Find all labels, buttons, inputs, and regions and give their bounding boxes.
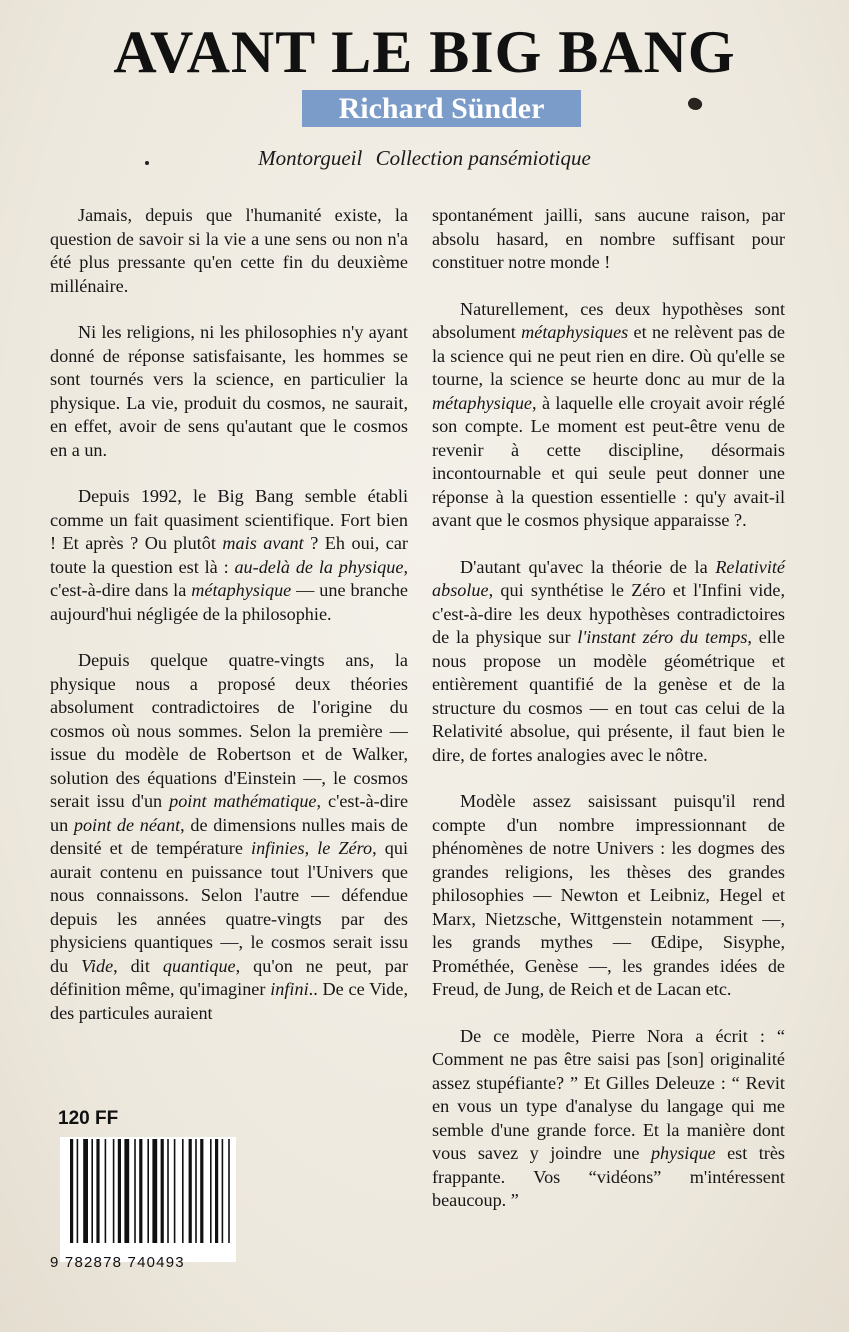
- barcode-bar: [152, 1139, 157, 1243]
- blurb-paragraph: [50, 649, 408, 1025]
- blurb-right-column: [432, 204, 785, 1236]
- barcode-bars: [70, 1139, 236, 1243]
- text-run: , dit: [113, 955, 163, 976]
- text-run: , de dimensions nulles mais de densité et de température: [50, 814, 409, 858]
- italic-run: physique: [650, 1143, 716, 1163]
- text-run: est très frappante. Vos “vidéons” m'intéressent beaucoup. ”: [432, 1143, 786, 1210]
- italic-run: mais avant: [222, 533, 304, 553]
- barcode-bar: [200, 1139, 203, 1243]
- barcode-bar: [96, 1139, 99, 1243]
- blurb-paragraph: [50, 485, 408, 626]
- blurb-paragraph: [50, 321, 408, 462]
- text-run: , c'est-à-dire un: [50, 791, 409, 835]
- barcode-bar: [91, 1139, 93, 1243]
- text-run: , qui synthétise le Zéro et l'Infini vide, c'est-à-dire les deux hypothèses contradictoires de la physique sur: [432, 580, 785, 647]
- barcode-bar: [118, 1139, 121, 1243]
- barcode: [60, 1137, 236, 1262]
- barcode-bar: [124, 1139, 129, 1243]
- italic-run: métaphysiques: [521, 322, 629, 342]
- text-run: Modèle assez saisissant puisqu'il rend compte d'un nombre impressionnant de phénomènes de notre Univers : les dogmes des grandes religions, les thèses des grandes philosophies — Newton et Leibniz, Hegel et Marx, Nietzsche, Wittgenstein notamment —, les grands mythes — Œdipe, Sisyphe, Prométhée, Genèse —, les grandes idées de Freud, de Jung, de Reich et de Lacan etc.: [432, 791, 785, 999]
- italic-run: infini: [270, 979, 309, 999]
- collection-name: Collection pansémiotique: [375, 146, 591, 170]
- italic-run: Vide: [81, 955, 114, 976]
- barcode-bar: [77, 1139, 79, 1243]
- publisher-name: Montorgueil: [258, 146, 363, 170]
- text-run: , c'est-à-dire dans la: [50, 556, 408, 600]
- italic-run: quantique: [162, 955, 236, 976]
- barcode-bar: [228, 1139, 230, 1243]
- italic-run: point de néant: [73, 814, 181, 835]
- italic-run: métaphysique: [432, 392, 533, 413]
- text-run: , elle nous propose un modèle géométrique et entièrement quantifié de la genèse et de la structure du cosmos — en tout cas celui de la Relativité absolue, qui présente, il faut bien le dire, de fortes analogies avec le nôtre.: [432, 627, 785, 765]
- isbn-number: 9 782878 740493: [50, 1254, 185, 1271]
- barcode-bar: [139, 1139, 142, 1243]
- barcode-bar: [210, 1139, 212, 1243]
- text-run: Ni les religions, ni les philosophies n'y ayant donné de réponse satisfaisante, les hommes se sont tournés vers la science, en particulier la physique. La vie, produit du cosmos, ne saurait, en effet, avoir de sens qu'autant que le cosmos en a un.: [50, 322, 408, 460]
- italic-run: infinies: [251, 838, 305, 858]
- barcode-bar: [105, 1139, 107, 1243]
- text-run: , qui aurait contenu en puissance tout l'Univers que nous connaissons. Selon l'autre — défendue depuis les années quatre-vingts par des physiciens quantiques —, le cosmos serait issu du: [50, 838, 409, 976]
- blurb-left-column: [50, 204, 408, 1048]
- text-run: Naturellement, ces deux hypothèses sont absolument: [432, 298, 785, 342]
- author-name: Richard Sünder: [302, 90, 581, 127]
- italic-run: métaphysique: [191, 580, 292, 600]
- italic-run: Relativité absolue: [432, 556, 785, 600]
- italic-run: l'instant zéro du temps: [577, 627, 748, 647]
- text-run: Depuis 1992, le Big Bang semble établi comme un fait quasiment scientifique. Fort bien ! Et après ? Ou plutôt: [50, 486, 408, 553]
- barcode-bar: [195, 1139, 197, 1243]
- price-label: 120 FF: [58, 1108, 119, 1129]
- text-run: .. De ce Vide, des particules auraient: [50, 979, 408, 1023]
- italic-run: le Zéro: [317, 838, 373, 858]
- italic-run: point mathématique: [169, 791, 317, 811]
- book-title: AVANT LE BIG BANG: [113, 19, 736, 85]
- barcode-bar: [70, 1139, 73, 1243]
- text-run: D'autant qu'avec la théorie de la: [460, 556, 716, 577]
- text-run: ,: [304, 838, 318, 858]
- barcode-bar: [113, 1139, 115, 1243]
- blurb-paragraph: [432, 556, 785, 768]
- barcode-bar: [215, 1139, 218, 1243]
- text-run: , à laquelle elle croyait avoir réglé son compte. Le moment est peut-être venu de revenir à cette discipline, désormais incontournable et qui seule peut donner une réponse à la question essentielle : qu'y avait-il avant que le cosmos physique apparaisse ?.: [432, 392, 785, 530]
- barcode-bar: [167, 1139, 169, 1243]
- blurb-paragraph: [432, 298, 785, 533]
- barcode-bar: [189, 1139, 192, 1243]
- text-run: Depuis quelque quatre-vingts ans, la physique nous a proposé deux théories absolument contradictoires de l'origine du cosmos où nous sommes. Selon la première — issue du modèle de Robertson et de Walker, solution des équations d'Einstein —, le cosmos serait issu d'un: [50, 650, 408, 811]
- blurb-paragraph: [50, 204, 408, 298]
- italic-run: au-delà de la physique: [234, 556, 404, 577]
- barcode-bar: [83, 1139, 88, 1243]
- blurb-paragraph: [432, 790, 785, 1002]
- blurb-paragraph: [432, 204, 785, 275]
- barcode-bar: [161, 1139, 164, 1243]
- text-run: ? Eh oui, car toute la question est là :: [50, 533, 408, 577]
- barcode-bar: [182, 1139, 184, 1243]
- barcode-bar: [222, 1139, 224, 1243]
- text-run: et ne relèvent pas de la science qui ne peut rien en dire. Où qu'elle se tourne, la science se heurte donc au mur de la: [432, 322, 785, 389]
- text-run: Jamais, depuis que l'humanité existe, la question de savoir si la vie a une sens ou non n'a été plus pressante qu'en cette fin du deuxième millénaire.: [50, 205, 408, 296]
- text-run: — une branche aujourd'hui négligée de la philosophie.: [50, 580, 408, 624]
- barcode-bar: [174, 1139, 176, 1243]
- text-run: spontanément jailli, sans aucune raison, par absolu hasard, en nombre suffisant pour constituer notre monde !: [432, 205, 785, 272]
- barcode-bar: [134, 1139, 136, 1243]
- text-run: , qu'on ne peut, par définition même, qu'imaginer: [50, 955, 409, 999]
- blurb-paragraph: [432, 1025, 785, 1213]
- publisher-line: [0, 146, 849, 171]
- text-run: De ce modèle, Pierre Nora a écrit : “ Comment ne pas être saisi pas [son] originalité assez stupéfiante? ” Et Gilles Deleuze : “ Revit en vous un type d'analyse du langage qui me semble d'une grande force. Et la manière dont vous savez y joindre une: [432, 1025, 785, 1163]
- barcode-bar: [147, 1139, 149, 1243]
